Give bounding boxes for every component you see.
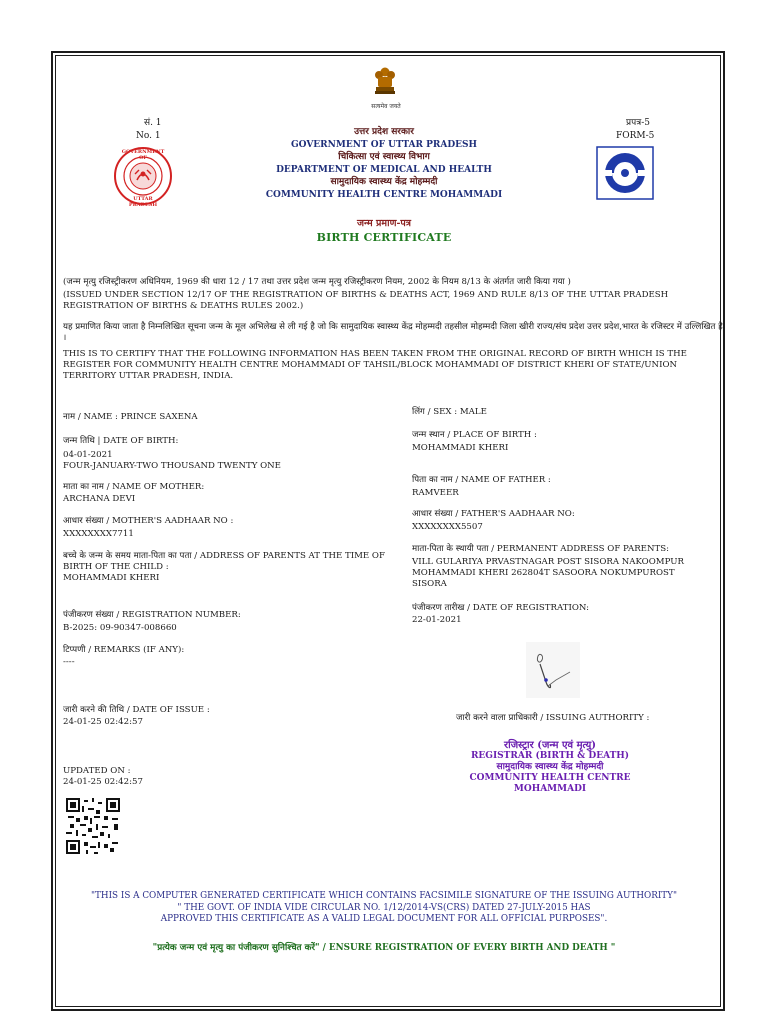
- dob-in-words: FOUR-JANUARY-TWO THOUSAND TWENTY ONE: [63, 461, 281, 471]
- mother-aadhaar-label: आधार संख्या / MOTHER'S AADHAAR NO :: [63, 516, 234, 526]
- stamp-line-4: COMMUNITY HEALTH CENTRE MOHAMMADI: [469, 773, 631, 794]
- footer-line-1: "THIS IS A COMPUTER GENERATED CERTIFICATE WHICH CONTAINS FACSIMILE SIGNATURE OF THE ISSUING AUTHORITY": [90, 891, 678, 901]
- footer-line-3: APPROVED THIS CERTIFICATE AS A VALID LEGAL DOCUMENT FOR ALL OFFICIAL PURPOSES".: [160, 914, 608, 924]
- registrar-stamp: [450, 740, 650, 795]
- dob-label: जन्म तिथि | DATE OF BIRTH:: [63, 436, 179, 446]
- crs-logo-icon: [596, 146, 654, 200]
- stamp-line-2: REGISTRAR (BIRTH & DEATH): [470, 751, 630, 761]
- centre-title-hindi: सामुदायिक स्वास्थ्य केंद्र मोहम्मदी: [330, 177, 438, 187]
- father-name-label: पिता का नाम / NAME OF FATHER :: [412, 475, 551, 485]
- serial-number-hindi: सं. 1: [144, 118, 162, 128]
- updated-on-value: 24-01-25 02:42:57: [63, 777, 143, 787]
- emblem-motto: सत्यमेव जयते: [371, 103, 401, 110]
- permanent-address-line1: VILL GULARIYA PRVASTNAGAR POST SISORA NAKOOMPUR: [412, 557, 684, 567]
- act-reference: (ISSUED UNDER SECTION 12/17 OF THE REGISTRATION OF BIRTHS & DEATHS ACT, 1969 AND RULE 8/13 OF THE UTTAR PRADESH REGISTRATION OF BIRTHS & DEATHS RULES 2002.): [63, 290, 669, 311]
- serial-number: No. 1: [136, 131, 161, 141]
- signature-mark: [526, 642, 580, 698]
- permanent-address-label: माता-पिता के स्थायी पता / PERMANENT ADDRESS OF PARENTS:: [412, 544, 669, 554]
- place-of-birth-label: जन्म स्थान / PLACE OF BIRTH :: [412, 430, 537, 440]
- qr-code: [66, 798, 120, 854]
- footer-line-2: " THE GOVT. OF INDIA VIDE CIRCULAR NO. 1/12/2014-VS(CRS) DATED 27-JULY-2015 HAS: [177, 902, 591, 913]
- dob-value: 04-01-2021: [63, 450, 113, 460]
- child-name: नाम / NAME : PRINCE SAXENA: [63, 412, 198, 422]
- department-title-hindi: चिकित्सा एवं स्वास्थ्य विभाग: [338, 152, 430, 162]
- government-title-hindi: उत्तर प्रदेश सरकार: [354, 127, 414, 137]
- certification-statement: THIS IS TO CERTIFY THAT THE FOLLOWING INFORMATION HAS BEEN TAKEN FROM THE ORIGINAL RECORD OF BIRTH WHICH IS THE REGISTER FOR COMMUNITY HEALTH CENTRE MOHAMMADI OF TAHSIL/BLOCK MOHAMMADI OF DISTRICT KHERI OF STATE/UNION TERRITORY UTTAR PRADESH, INDIA.: [63, 349, 687, 381]
- seal-text-top: GOVERNMENT OF: [121, 149, 165, 161]
- father-aadhaar-value: XXXXXXXX5507: [412, 522, 483, 532]
- address-at-birth-label: [63, 551, 393, 573]
- remarks-label: टिप्पणी / REMARKS (IF ANY):: [63, 645, 185, 655]
- father-name-value: RAMVEER: [412, 488, 459, 498]
- national-emblem-icon: [372, 66, 398, 100]
- permanent-address-line3: SISORA: [412, 579, 447, 589]
- seal-text-bottom: UTTAR PRADESH: [128, 196, 158, 208]
- certificate-title: BIRTH CERTIFICATE: [316, 231, 452, 244]
- form-number: FORM-5: [616, 131, 655, 141]
- mother-name-label: माता का नाम / NAME OF MOTHER:: [63, 482, 205, 492]
- government-title: GOVERNMENT OF UTTAR PRADESH: [290, 139, 478, 150]
- address-at-birth-value: MOHAMMADI KHERI: [63, 573, 160, 583]
- father-aadhaar-label: आधार संख्या / FATHER'S AADHAAR NO:: [412, 509, 575, 519]
- registration-number-label: पंजीकरण संख्या / REGISTRATION NUMBER:: [63, 610, 241, 620]
- sex: लिंग / SEX : MALE: [412, 407, 487, 417]
- stamp-line-3: सामुदायिक स्वास्थ्य केंद्र मोहम्मदी: [496, 762, 604, 772]
- registration-slogan: "प्रत्येक जन्म एवं मृत्यु का पंजीकरण सुनिश्चित करें" / ENSURE REGISTRATION OF EVERY BIRTH AND DEATH ": [152, 943, 616, 953]
- issue-date-label: जारी करने की तिथि / DATE OF ISSUE :: [63, 705, 210, 715]
- registration-date-value: 22-01-2021: [412, 615, 462, 625]
- address-at-birth-label-line1: बच्चे के जन्म के समय माता-पिता का पता / ADDRESS OF PARENTS AT THE TIME OF: [63, 551, 385, 561]
- address-at-birth-label-line2: BIRTH OF THE CHILD :: [63, 562, 169, 572]
- updated-on-label: UPDATED ON :: [63, 766, 131, 776]
- footer-disclaimer: [80, 891, 688, 926]
- remarks-value: ----: [63, 657, 75, 667]
- up-government-seal-icon: [113, 146, 173, 206]
- form-number-hindi: प्रपत्र-5: [626, 118, 650, 128]
- centre-title: COMMUNITY HEALTH CENTRE MOHAMMADI: [265, 189, 503, 200]
- place-of-birth-value: MOHAMMADI KHERI: [412, 443, 509, 453]
- issuing-authority-label: जारी करने वाला प्राधिकारी / ISSUING AUTHORITY :: [456, 713, 650, 723]
- certificate-title-hindi: जन्म प्रमाण-पत्र: [356, 218, 412, 229]
- mother-name-value: ARCHANA DEVI: [63, 494, 136, 504]
- permanent-address-line2: MOHAMMADI KHERI 262804T SASOORA NOKUMPUROST: [412, 568, 675, 578]
- issue-date-value: 24-01-25 02:42:57: [63, 717, 143, 727]
- registration-date-label: पंजीकरण तारीख / DATE OF REGISTRATION:: [412, 603, 590, 613]
- mother-aadhaar-value: XXXXXXXX7711: [63, 529, 134, 539]
- certification-statement-hindi: यह प्रमाणित किया जाता है निम्नलिखित सूचना जन्म के मूल अभिलेख से ली गई है जो कि सामुदायिक स्वास्थ्य केंद्र मोहम्मदी तहसील मोहम्मदी जिला खीरी राज्य/संघ प्रदेश उत्तर प्रदेश,भारत के रजिस्टर में उल्लिखित है ।: [63, 322, 723, 343]
- registration-number-value: B-2025: 09-90347-008660: [63, 623, 177, 633]
- department-title: DEPARTMENT OF MEDICAL AND HEALTH: [276, 164, 492, 175]
- act-reference-hindi: (जन्म मृत्यु रजिस्ट्रीकरण अधिनियम, 1969 की धारा 12 / 17 तथा उत्तर प्रदेश जन्म मृत्यु रजिस्ट्रीकरण नियम, 2002 के नियम 8/13 के अंतर्गत जारी किया गया ): [63, 277, 571, 287]
- stamp-line-1: रजिस्ट्रार (जन्म एवं मृत्यु): [504, 740, 596, 751]
